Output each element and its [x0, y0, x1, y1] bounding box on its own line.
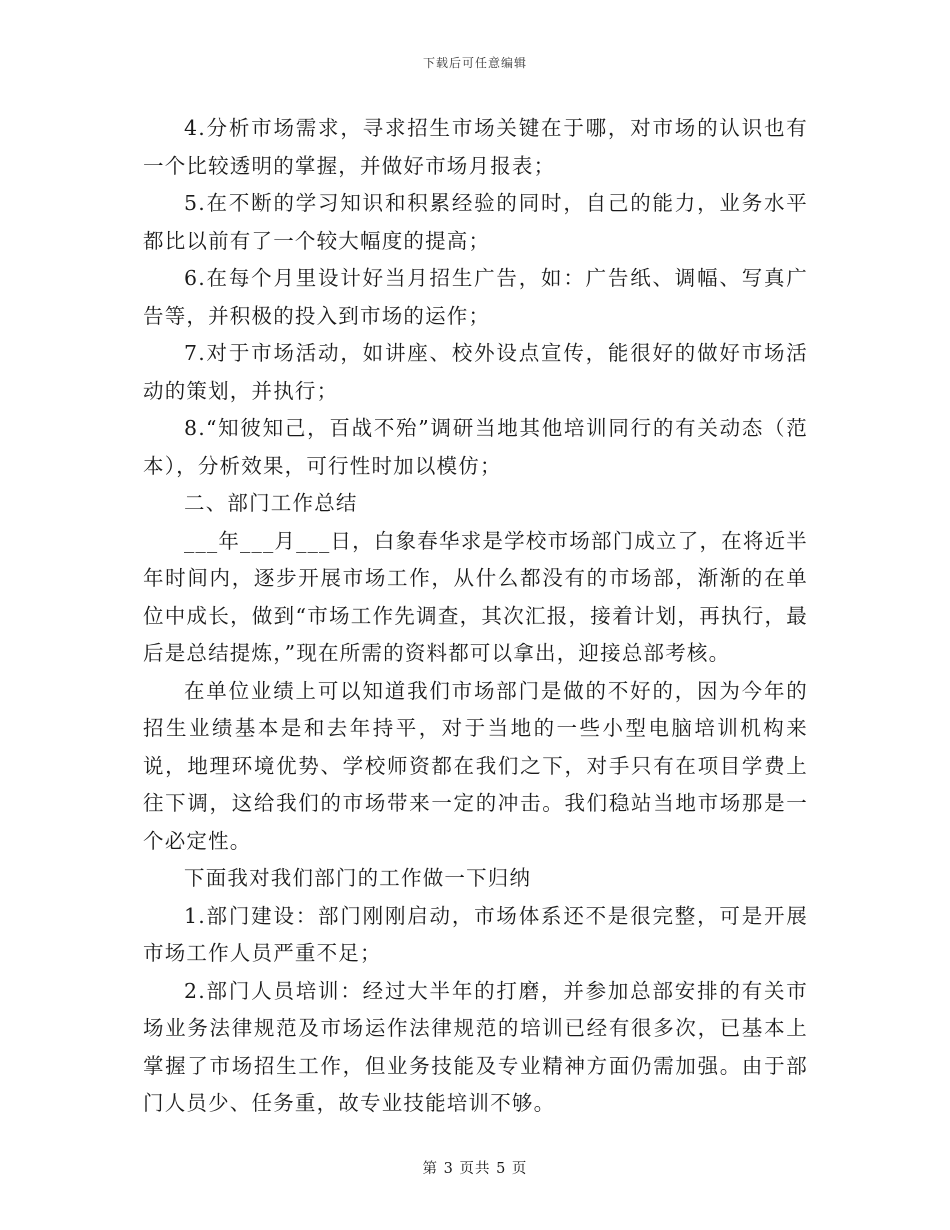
section-heading: 二、部门工作总结 [184, 491, 358, 515]
paragraph-department-founding: ___年___月___日，白象春华求是学校市场部门成立了，在将近半年时间内，逐步开展市场工作，从什么都没有的市场部，渐渐的在单位中成长，做到“市场工作先调查，其次汇报，接着计划，再执行，最后是总结提炼，”现在所需的资料都可以拿出，迎接总部考核。 [143, 528, 808, 665]
paragraph-item-6: 6.在每个月里设计好当月招生广告，如：广告纸、调幅、写真广告等，并积极的投入到市场的运作； [143, 266, 808, 328]
document-body [143, 110, 808, 1123]
paragraph-summary-intro: 下面我对我们部门的工作做一下归纳 [184, 866, 532, 890]
paragraph-item-8: 8.“知彼知己，百战不殆”调研当地其他培训同行的有关动态（范本），分析效果，可行性时加以模仿； [143, 416, 808, 478]
paragraph-performance: 在单位业绩上可以知道我们市场部门是做的不好的，因为今年的招生业绩基本是和去年持平，对于当地的一些小型电脑培训机构来说，地理环境优势、学校师资都在我们之下，对手只有在项目学费上往下调，这给我们的市场带来一定的冲击。我们稳站当地市场那是一个必定性。 [143, 678, 808, 853]
paragraph-item-4: 4.分析市场需求，寻求招生市场关键在于哪，对市场的认识也有一个比较透明的掌握，并做好市场月报表； [143, 116, 808, 178]
paragraph-staff-training: 2.部门人员培训：经过大半年的打磨，并参加总部安排的有关市场业务法律规范及市场运作法律规范的培训已经有很多次，已基本上掌握了市场招生工作，但业务技能及专业精神方面仍需加强。由于部门人员少、任务重，故专业技能培训不够。 [143, 978, 808, 1115]
paragraph-item-7: 7.对于市场活动，如讲座、校外设点宣传，能很好的做好市场活动的策划，并执行； [143, 341, 808, 403]
paragraph-department-building: 1.部门建设：部门刚刚启动，市场体系还不是很完整，可是开展市场工作人员严重不足； [143, 903, 808, 965]
page-number: 第 3 页共 5 页 [422, 1161, 528, 1177]
page-header: 下载后可任意编辑 [422, 56, 527, 70]
paragraph-item-5: 5.在不断的学习知识和积累经验的同时，自己的能力，业务水平都比以前有了一个较大幅度的提高； [143, 191, 808, 253]
